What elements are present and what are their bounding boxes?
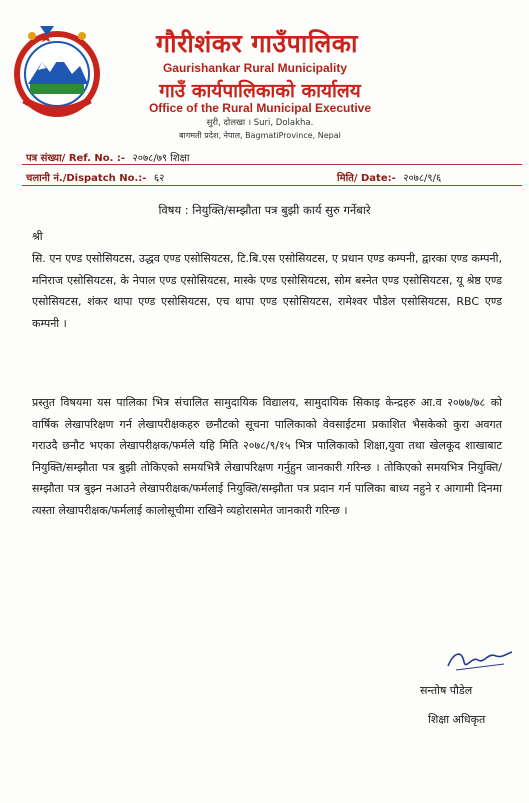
handwritten-signature-icon — [444, 642, 516, 676]
dispatch-number — [26, 170, 164, 184]
date-value: २०७८/९/६ — [403, 173, 442, 184]
date-label: मिति/ Date:- — [337, 173, 396, 184]
reference-number — [26, 150, 189, 164]
divider-line — [22, 185, 522, 186]
signatory-title: शिक्षा अधिकृत — [428, 713, 486, 726]
signatory-name: सन्तोष पौडेल — [420, 684, 473, 697]
dispatch-label: चलानी नं./Dispatch No.:- — [26, 173, 147, 184]
dispatch-value: ६२ — [153, 173, 165, 184]
address-line-1: सुरी, दोलखा । Suri, Dolakha. — [206, 118, 314, 128]
subject-line: विषय : नियुक्ति/सम्झौता पत्र बुझी कार्य सुरु गर्नेबारे — [158, 203, 371, 217]
body-paragraph: प्रस्तुत विषयमा यस पालिका भित्र संचालित सामुदायिक विद्यालय, सामुदायिक सिकाइ केन्द्रहरु आ.व २०७७/७८ को वार्षिक लेखापरिक्षण गर्न लेखापरीक्षकहरु छनौटको सूचना पालिकाको वेवसाईटमा प्रकाशित भैसकेको कुरा अवगत गराउदै छनौट भएका लेखापरीक्षक/फर्मले यहि मिति २०७८/९/१५ भित्र पालिकाको शिक्षा,युवा तथा खेलकूद शाखाबाट नियुक्ति/सम्झौता पत्र बुझी तोकिएको समयभित्रै लेखापरिक्षण गर्नुहुन जानकारी गरिन्छ । तोकिएको समयभित्र नियुक्ति/सम्झौता पत्र बुझ्न नआउने लेखापरीक्षक/फर्मलाई नियुक्ति/सम्झौता पत्र प्रदान गर्न पालिका बाध्य नहुने र आगामी दिनमा त्यस्ता लेखापरीक्षक/फर्मलाई कालोसूचीमा राखिने व्यहोरासमेत जानकारी गरिन्छ । — [32, 396, 502, 517]
recipients-list: सि. एन एण्ड एसोसियटस, उद्धव एण्ड एसोसियटस, टि.बि.एस एसोसियटस, ए प्रधान एण्ड कम्पनी, द्वारका एण्ड कम्पनी, मनिराज एसोसियटस, के नेपाल एण्ड एसोसियटस, मास्के एण्ड एसोसियटस, सोम बस्नेत एण्ड एसोसियटस, यू श्रेष्ठ एण्ड एसोसियटस, शंकर थापा एण्ड एसोसियटस, एच थापा एण्ड एसोसियटस, रामेश्वर पौडेल एसोसियटस, RBC एण्ड कम्पनी । — [32, 252, 502, 330]
reference-label: पत्र संख्या/ Ref. No. :- — [26, 153, 126, 164]
office-title-np: गाउँ कार्यपालिकाको कार्यालय — [159, 80, 361, 102]
municipality-emblem-icon — [10, 22, 105, 120]
address-line-2: बागमती प्रदेश, नेपाल, BagmatiProvince, Nepal — [179, 131, 341, 140]
municipality-title-en: Gaurishankar Rural Municipality — [162, 61, 348, 75]
divider-line — [22, 164, 522, 165]
letter-date — [337, 170, 441, 184]
salutation: श्री — [32, 230, 43, 243]
office-title-en: Office of the Rural Municipal Executive — [148, 101, 372, 115]
municipality-title-np: गौरीशंकर गाउँपालिका — [156, 29, 358, 58]
reference-value: २०७८/७९ शिक्षा — [132, 153, 190, 164]
